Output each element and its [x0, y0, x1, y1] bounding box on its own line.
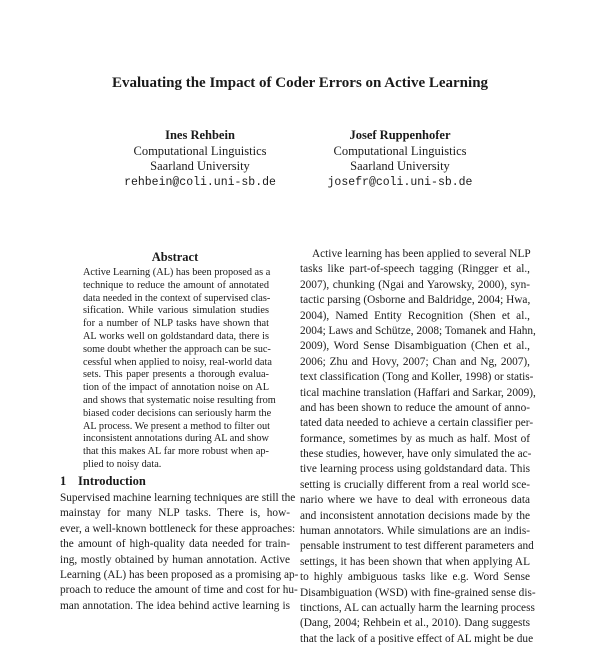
text-line: mainstay for many NLP tasks. There is, how-: [60, 507, 290, 520]
text-line: tated data needed to achieve a certain classifier per-: [300, 417, 534, 430]
author-institution: Saarland University: [150, 159, 250, 173]
text-line: inconsistent annotations during AL and show: [83, 433, 269, 445]
section-title: Introduction: [78, 474, 146, 488]
text-line: setting is crucially different from a real world sce-: [300, 478, 530, 491]
text-line: 2004), Named Entity Recognition (Shen et al.,: [300, 309, 530, 322]
text-line: tactic parsing (Osborne and Baldridge, 2004; Hwa,: [300, 294, 531, 307]
text-line: tinctions, AL can actually harm the learning process: [300, 601, 535, 614]
text-line: data needed in the context of supervised clas-: [83, 292, 271, 304]
text-line: Disambiguation (WSD) with fine-grained sense dis-: [300, 586, 536, 599]
text-line: pensable instrument to test different parameters and: [300, 540, 534, 553]
text-line: and shows that systematic noise resulting from: [83, 394, 276, 406]
text-line: 2004; Laws and Schütze, 2008; Tomanek and Hahn,: [300, 324, 536, 337]
text-line: for a number of NLP tasks have shown that: [83, 318, 269, 330]
abstract-text: [83, 267, 276, 472]
text-line: ever, a well-known bottleneck for these approaches:: [60, 522, 296, 535]
right-column-text: [300, 247, 536, 647]
text-line: the amount of high-quality data needed for train-: [60, 538, 290, 551]
text-line: technique to reduce the amount of annotated: [83, 279, 269, 291]
text-line: cessful when applied to noisy, real-world data: [83, 356, 272, 368]
text-line: 2009), Word Sense Disambiguation (Chen et al.,: [300, 340, 530, 353]
text-line: 2006; Zhu and Hovy, 2007; Chan and Ng, 2007),: [300, 355, 530, 368]
text-line: ing, mostly obtained by human annotation. Active: [60, 553, 290, 566]
section-heading: [60, 474, 290, 489]
text-line: formance, sometimes by as much as half. Most of: [300, 432, 530, 445]
text-line: 2007), chunking (Ngai and Yarowsky, 2000), syn-: [300, 278, 530, 291]
author-email: josefr@coli.uni-sb.de: [327, 175, 473, 189]
text-line: that this makes AL far more robust when ap-: [83, 446, 269, 458]
paper-title: Evaluating the Impact of Coder Errors on Active Learning: [111, 75, 489, 91]
author-block: [290, 128, 510, 190]
abstract-heading: Abstract: [151, 250, 199, 264]
text-line: sification. While various simulation studies: [83, 305, 269, 317]
text-line: proach to reduce the amount of time and cost for hu-: [60, 584, 298, 597]
text-line: nario where we have to deal with erroneous data: [300, 494, 530, 507]
author-affiliation: Computational Linguistics: [333, 143, 467, 158]
text-line: man annotation. The idea behind active learning is: [60, 599, 290, 612]
text-line: that the lack of a positive effect of AL might be due: [300, 632, 534, 645]
text-line: and has been shown to reduce the amount of anno-: [300, 401, 530, 414]
text-line: AL process. We present a method to filter out: [83, 420, 271, 432]
text-line: tion of the impact of annotation noise on AL: [83, 382, 269, 394]
text-line: Learning (AL) has been proposed as a promising ap-: [60, 568, 299, 581]
text-line: text classification (Tong and Koller, 1998) or statis-: [300, 371, 534, 384]
author-block: [90, 128, 310, 190]
text-line: AL works well on goldstandard data, there is: [83, 330, 269, 342]
text-line: (Dang, 2004; Rehbein et al., 2010). Dang suggests: [300, 617, 530, 630]
author-name: Ines Rehbein: [165, 128, 235, 142]
text-line: some doubt whether the approach can be suc-: [83, 343, 271, 355]
text-line: Active learning has been applied to several NLP: [312, 248, 531, 260]
text-line: and inconsistent annotation decisions made by the: [300, 509, 530, 522]
introduction-text: [60, 491, 299, 614]
text-line: plied to noisy data.: [83, 458, 162, 470]
text-line: to highly ambiguous tasks like e.g. Word Sense: [300, 571, 530, 584]
text-line: settings, it has been shown that when applying AL: [300, 555, 530, 568]
text-line: these studies, however, have only simulated the ac-: [300, 448, 532, 461]
text-line: sets. This paper presents a thorough evalua-: [83, 369, 269, 381]
text-line: tasks like part-of-speech tagging (Ringger et al.,: [300, 263, 530, 276]
section-number: 1: [60, 474, 67, 488]
text-line: human annotators. While simulations are an indis-: [300, 525, 530, 538]
author-email: rehbein@coli.uni-sb.de: [124, 175, 276, 189]
author-name: Josef Ruppenhofer: [349, 128, 451, 142]
author-institution: Saarland University: [350, 159, 450, 173]
text-line: tive learning process using goldstandard data. This: [300, 463, 530, 476]
text-line: Supervised machine learning techniques are still the: [60, 492, 296, 504]
text-line: biased coder decisions can seriously harm the: [83, 407, 272, 419]
text-line: Active Learning (AL) has been proposed as a: [83, 267, 271, 278]
author-affiliation: Computational Linguistics: [133, 143, 267, 158]
text-line: tical machine translation (Haffari and Sarkar, 2009),: [300, 386, 536, 399]
